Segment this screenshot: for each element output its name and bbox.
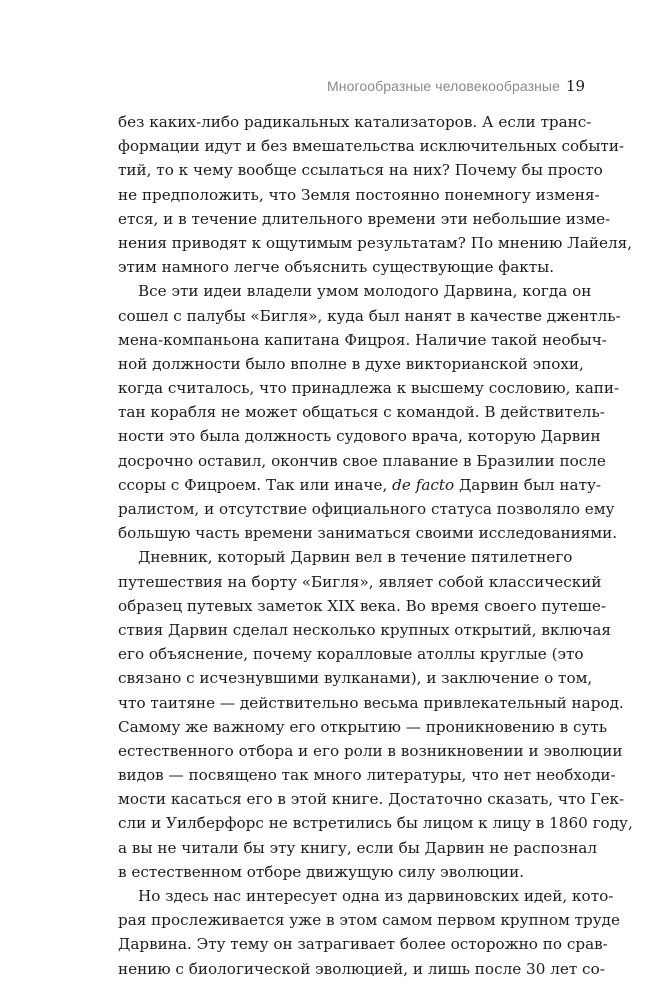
text-line: ствия Дарвин сделал несколько крупных открытий, включая [118, 620, 612, 639]
text-line: сошел с палубы «Бигля», куда был нанят в качестве джентль- [118, 306, 621, 325]
text-line: Дарвина. Эту тему он затрагивает более осторожно по срав- [118, 935, 608, 954]
paragraph [118, 279, 621, 545]
text-line: связано с исчезнувшими вулканами), и заключение о том, [118, 669, 593, 688]
italic-phrase: de facto [392, 475, 455, 494]
text-line: путешествия на борту «Бигля», являет собой классический [118, 572, 602, 591]
paragraph [118, 110, 633, 279]
text-line: Но здесь нас интересует одна из дарвиновских идей, кото- [138, 887, 614, 905]
text-line: без каких-либо радикальных катализаторов. А если транс- [118, 113, 592, 131]
text-fragment: Дарвин был нату- [458, 475, 602, 494]
text-line: большую часть времени заниматься своими исследованиями. [118, 524, 618, 543]
text-line: мена-компаньона капитана Фицроя. Наличие такой необыч- [118, 330, 607, 349]
text-line: ной должности было вполне в духе викторианской эпохи, [118, 354, 584, 373]
paragraph [118, 884, 621, 981]
text-line: не предположить, что Земля постоянно понемногу изменя- [118, 185, 600, 204]
text-line: сли и Уилберфорс не встретились бы лицом к лицу в 1860 году, [118, 814, 633, 833]
text-line [118, 473, 602, 497]
text-line: а вы не читали бы эту книгу, если бы Дарвин не распознал [118, 838, 598, 857]
text-line: рая прослеживается уже в этом самом первом крупном труде [118, 911, 621, 930]
text-line: его объяснение, почему коралловые атоллы круглые (это [118, 645, 584, 664]
text-fragment: ссоры с Фицроем. Так или иначе, [118, 475, 388, 494]
text-line: образец путевых заметок XIX века. Во время своего путеше- [118, 596, 607, 615]
running-head-title: Многообразные человекообразные [327, 78, 560, 94]
paragraph [118, 545, 633, 884]
text-line: естественного отбора и его роли в возникновении и эволюции [118, 741, 623, 760]
text-line: досрочно оставил, окончив свое плавание в Бразилии после [118, 451, 606, 470]
text-line: тий, то к чему вообще ссылаться на них? Почему бы просто [118, 161, 603, 180]
text-line: этим намного легче объяснить существующие факты. [118, 258, 555, 277]
text-line: Дневник, который Дарвин вел в течение пятилетнего [138, 548, 573, 567]
page-body [118, 110, 633, 981]
text-line: нения приводят к ощутимым результатам? По мнению Лайеля, [118, 233, 633, 252]
text-line: в естественном отборе движущую силу эволюции. [118, 862, 525, 881]
text-line: видов — посвящено так много литературы, что нет необходи- [118, 766, 616, 785]
text-line: мости касаться его в этой книге. Достаточно сказать, что Гек- [118, 790, 625, 809]
text-line: формации идут и без вмешательства исключительных событи- [118, 137, 625, 156]
text-line: ности это была должность судового врача, которую Дарвин [118, 427, 601, 446]
text-line: нению с биологической эволюцией, и лишь после 30 лет со- [118, 959, 605, 978]
text-line: тан корабля не может общаться с командой. В действитель- [118, 403, 605, 422]
text-line: когда считалось, что принадлежа к высшему сословию, капи- [118, 379, 620, 398]
text-line: ется, и в течение длительного времени эти небольшие изме- [118, 209, 611, 228]
text-line: ралистом, и отсутствие официального статуса позволяло ему [118, 500, 615, 518]
text-line: что таитяне — действительно весьма привлекательный народ. [118, 693, 624, 712]
text-line: Все эти идеи владели умом молодого Дарвина, когда он [138, 282, 592, 301]
text-line: Самому же важному его открытию — проникновению в суть [118, 717, 608, 736]
page-number: 19 [566, 77, 586, 95]
